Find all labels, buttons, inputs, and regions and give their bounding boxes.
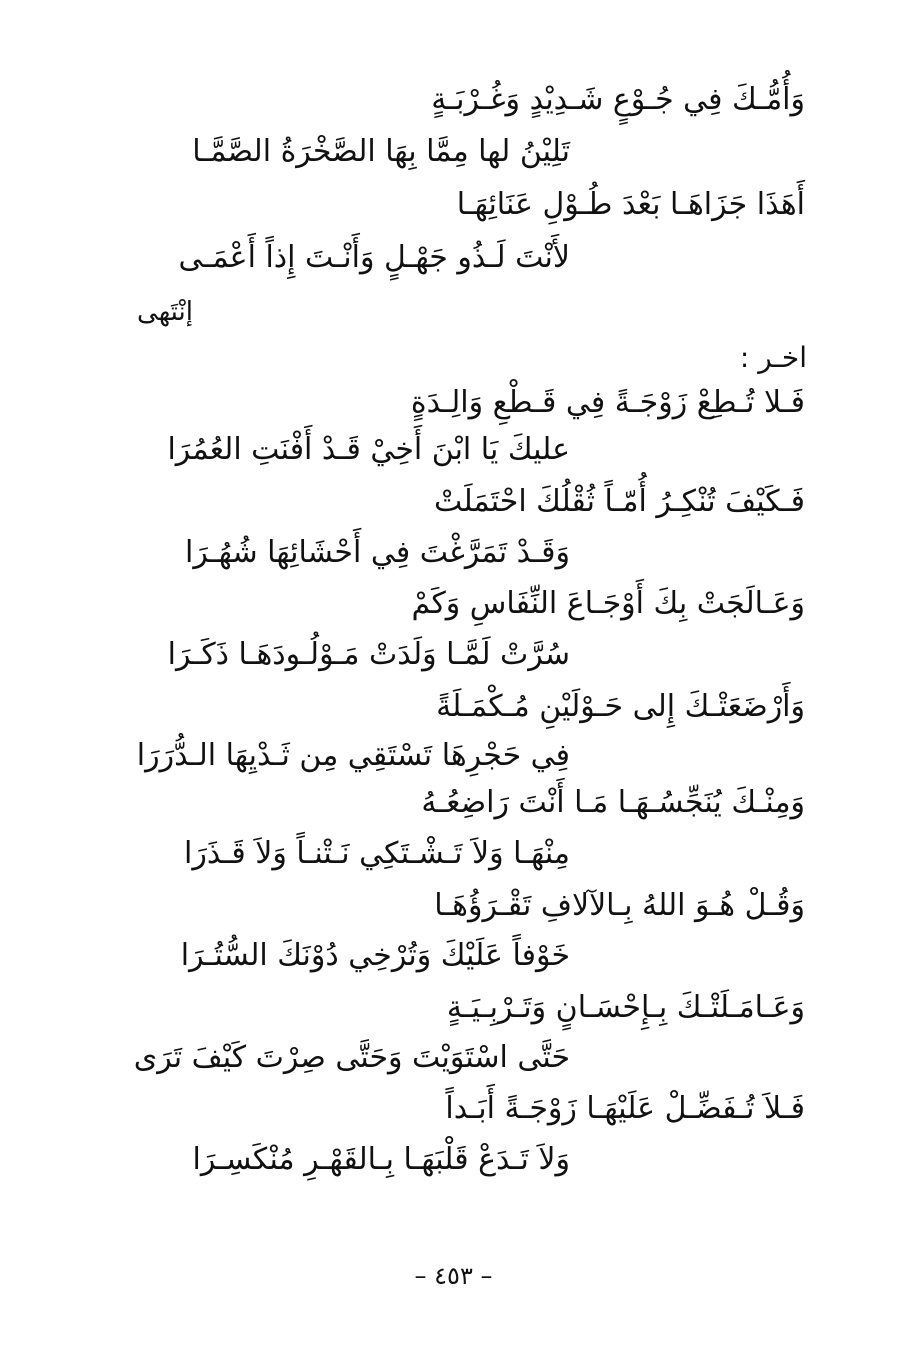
verse-line-15: وَقُـلْ هُـوَ اللهُ بِـالآلافِ تَقْـرَؤُهَـا [434,888,805,923]
verse-line-20: وَلاَ تَـدَعْ قَلْبَهَـا بِـالقَهْـرِ مُنْكَسِـرَا [192,1142,570,1177]
verse-line-12: فِي حَجْرِهَا تَسْتَقِي مِن ثَـدْيِهَا الـدُّرَرَا [136,738,570,773]
verse-line-2: تَلِيْنُ لها مِمَّا بِهَا الصَّخْرَةُ الصَّمَّـا [192,134,570,169]
section-heading: اخـر : [739,341,807,374]
verse-line-11: وَأَرْضَعَتْـكَ إِلى حَـوْلَيْنِ مُـكْمَـلَةً [436,689,805,724]
verse-line-6: عليكَ يَا ابْنَ أَخِيْ قَـدْ أَفْنَتِ العُمُرَا [167,432,570,467]
verse-line-5: فَـلا تُـطِعْ زَوْجَـةً فِي قَـطْعِ وَالِـدَةٍ [410,385,805,420]
verse-line-1: وَأُمُّـكَ فِي جُـوْعٍ شَـدِيْدٍ وَغُـرْبَـةٍ [431,82,805,117]
verse-line-13: وَمِنْـكَ يُنَجِّسُـهَـا مَـا أَنْتَ رَاضِعُـهُ [421,785,805,820]
page-number: – ٤٥٣ – [414,1262,493,1290]
verse-line-10: سُرَّتْ لَمَّـا وَلَدَتْ مَـوْلُـودَهَـا ذَكَـرَا [167,637,570,672]
verse-line-9: وَعَـالَجَتْ بِكَ أَوْجَـاعَ النِّفَاسِ وَكَمْ [411,586,805,621]
verse-line-19: فَـلاَ تُـفَضِّـلْ عَلَيْهَـا زَوْجَـةً أَبَـداً [445,1091,805,1126]
verse-line-3: أَهَذَا جَزَاهَـا بَعْدَ طُـوْلِ عَنَائِهَـا [456,187,805,222]
verse-line-16: خَوْفاً عَلَيْكَ وَتُرْخِي دُوْنَكَ السُّتُـرَا [180,938,570,973]
verse-line-18: حَتَّى اسْتَوَيْتَ وَحَتَّى صِرْتَ كَيْفَ تَرَى [133,1040,570,1075]
verse-line-4: لأَنْتَ لَـذُو جَهْـلٍ وَأَنْـتَ إِذاً أَعْمَـى [178,240,570,275]
verse-line-7: فَـكَيْفَ تُنْكِـرُ أُمّـاً ثُقْلُكَ احْتَمَلَتْ [433,484,805,519]
verse-line-8: وَقَـدْ تَمَرَّغْتَ فِي أَحْشَائِهَا شُهُـرَا [185,535,570,570]
verse-line-17: وَعَـامَـلَتْـكَ بِـإِحْسَـانٍ وَتَـرْبِـيَـةٍ [446,990,805,1025]
end-note: إنْتَهى [137,297,193,327]
verse-line-14: مِنْهَـا وَلاَ تَـشْـتَكِي نَـتْنـاً وَلاَ قَـذَرَا [184,836,570,871]
